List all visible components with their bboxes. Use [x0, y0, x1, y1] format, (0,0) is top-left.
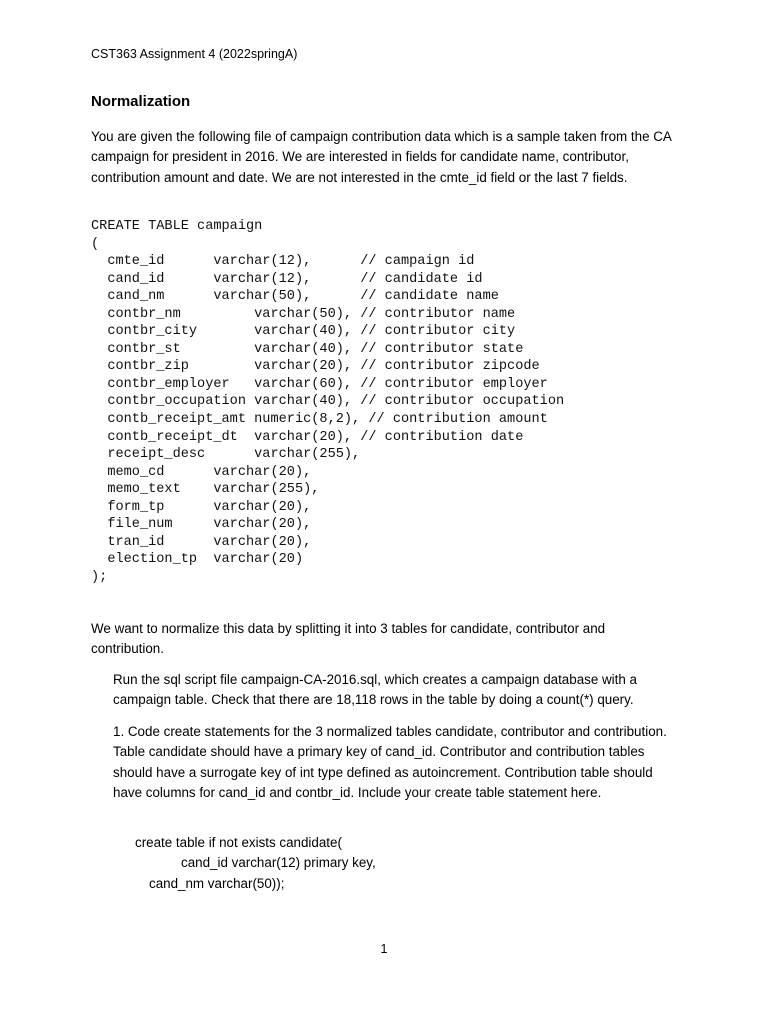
code-line: tran_id varchar(20), — [91, 534, 312, 550]
code-line: cand_nm varchar(50), // candidate name — [91, 289, 499, 305]
code-line: cand_id varchar(12), // candidate id — [91, 271, 483, 287]
code-line: cmte_id varchar(12), // campaign id — [91, 254, 475, 270]
code-line: contbr_st varchar(40), // contributor state — [91, 341, 524, 357]
question-1-paragraph: 1. Code create statements for the 3 normalized tables candidate, contributor and contribution. Table candidate should have a primary key of cand_id. Contributor and contribution tables should have a surrogate key of int type defined as autoincrement. Contribution table should have columns for cand_id and contbr_id. Include your create table statement here. — [113, 724, 667, 800]
code-line: form_tp varchar(20), — [91, 499, 312, 515]
run-script-paragraph: Run the sql script file campaign-CA-2016.sql, which creates a campaign database with a campaign table. Check that there are 18,118 rows in the table by doing a count(*) query. — [113, 672, 637, 708]
code-line: contbr_occupation varchar(40), // contributor occupation — [91, 394, 565, 410]
page-number: 1 — [380, 942, 388, 956]
code-line: CREATE TABLE campaign — [91, 219, 263, 234]
normalize-paragraph: We want to normalize this data by splitting it into 3 tables for candidate, contributor and contribution. — [91, 621, 606, 657]
code-line: contbr_nm varchar(50), // contributor name — [91, 306, 516, 322]
code-line: election_tp varchar(20) — [91, 552, 304, 568]
section-title: Normalization — [91, 93, 191, 110]
code-line: memo_text varchar(255), — [91, 482, 320, 498]
create-table-code-block — [91, 218, 564, 586]
code-line: contbr_city varchar(40), // contributor city — [91, 324, 516, 340]
code-line: contb_receipt_dt varchar(20), // contribution date — [91, 429, 524, 445]
code-line: contb_receipt_amt numeric(8,2), // contribution amount — [91, 412, 548, 428]
answer-line: create table if not exists candidate( — [135, 835, 342, 850]
document-header: CST363 Assignment 4 (2022springA) — [91, 47, 298, 61]
code-line: contbr_zip varchar(20), // contributor zipcode — [91, 359, 540, 375]
code-line: ( — [91, 236, 100, 252]
answer-line: cand_nm varchar(50)); — [149, 875, 285, 891]
intro-paragraph: You are given the following file of campaign contribution data which is a sample taken from the CA campaign for president in 2016. We are interested in fields for candidate name, contributor, contribution amount and date. We are not interested in the cmte_id field or the last 7 fields. — [91, 129, 672, 185]
code-line: memo_cd varchar(20), — [91, 464, 312, 480]
answer-line: cand_id varchar(12) primary key, — [181, 855, 376, 871]
answer-block — [135, 833, 376, 894]
code-line: file_num varchar(20), — [91, 517, 312, 533]
code-line: receipt_desc varchar(255), — [91, 447, 361, 463]
code-line: ); — [91, 569, 108, 585]
code-line: contbr_employer varchar(60), // contributor employer — [91, 376, 548, 392]
